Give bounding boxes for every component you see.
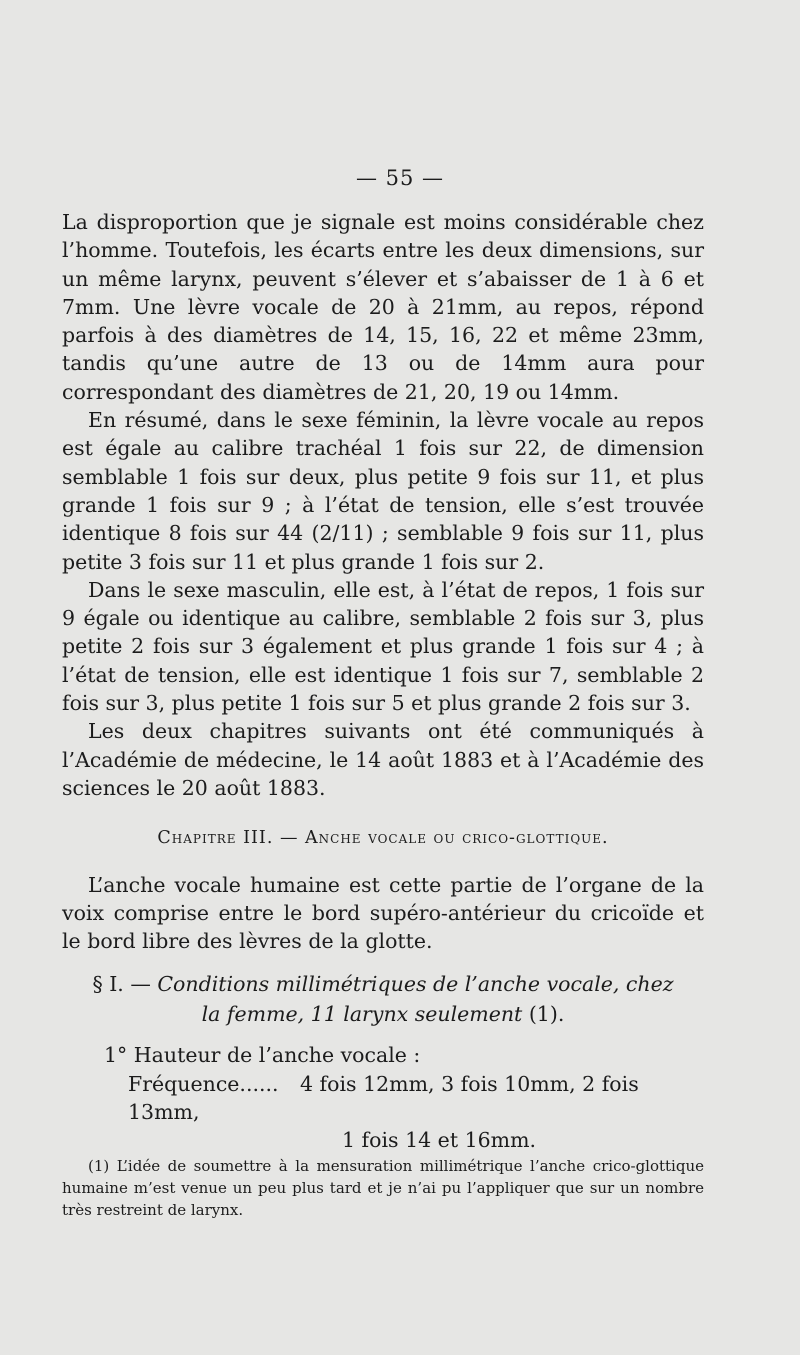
section-prefix: § I. — — [92, 972, 151, 997]
footnote-ref: (1). — [528, 1002, 565, 1027]
frequency-label: Fréquence...... — [128, 1071, 279, 1096]
frequency-values-cont: 1 fois 14 et 16mm. — [342, 1128, 537, 1153]
chapter-paragraph: L’anche vocale humaine est cette partie de l’organe de la voix comprise entre le bord supéro-antérieur du cricoïde et le bord libre des lèvres de la glotte. — [62, 872, 704, 954]
body-text — [62, 208, 704, 1221]
section-title-line2: la femme, 11 larynx seulement — [201, 1002, 523, 1027]
paragraph: La disproportion que je signale est moins considérable chez l’homme. Toutefois, les écarts entre les deux dimensions, sur un même larynx, peuvent s’élever et s’abaisser de 1 à 6 et 7mm. Une lèvre vocale de 20 à 21mm, au repos, répond parfois à des diamètres de 14, 15, 16, 22 et même 23mm, tandis qu’une autre de 13 ou de 14mm aura pour correspondant des diamètres de 21, 20, 19 ou 14mm. — [62, 210, 704, 404]
chapter-heading: Chapitre III. — Anche vocale ou crico-glottique. — [157, 828, 609, 849]
footnote: (1) L’idée de soumettre à la mensuration millimétrique l’anche crico-glottique humaine m’est venue un peu plus tard et je n’ai pu l’appliquer que sur un nombre très restreint de larynx. — [62, 1156, 704, 1219]
frequency-values: 4 fois 12mm, 3 fois 10mm, 2 fois 13mm, — [128, 1071, 639, 1125]
paragraph: Dans le sexe masculin, elle est, à l’état de repos, 1 fois sur 9 égale ou identique au calibre, semblable 2 fois sur 3, plus petite 2 fois sur 3 également et plus grande 1 fois sur 4 ; à l’état de tension, elle est identique 1 fois sur 7, semblable 2 fois sur 3, plus petite 1 fois sur 5 et plus grande 2 fois sur 3. — [62, 577, 704, 716]
paragraph: Les deux chapitres suivants ont été communiqués à l’Académie de médecine, le 14 août 1883 et à l’Académie des sciences le 20 août 1883. — [62, 719, 704, 800]
paragraph: En résumé, dans le sexe féminin, la lèvre vocale au repos est égale au calibre trachéal 1 fois sur 22, de dimension semblable 1 fois sur deux, plus petite 9 fois sur 11, et plus grande 1 fois sur 9 ; à l’état de tension, elle s’est trouvée identique 8 fois sur 44 (2/11) ; semblable 9 fois sur 11, plus petite 3 fois sur 11 et plus grande 1 fois sur 2. — [62, 408, 704, 574]
section-title-line1: Conditions millimétriques de l’anche vocale, chez — [157, 972, 674, 997]
page-number: — 55 — — [355, 166, 445, 190]
section-heading — [62, 969, 704, 1029]
frequency-row — [128, 1070, 704, 1127]
list-item-title: 1° Hauteur de l’anche vocale : — [104, 1043, 421, 1068]
